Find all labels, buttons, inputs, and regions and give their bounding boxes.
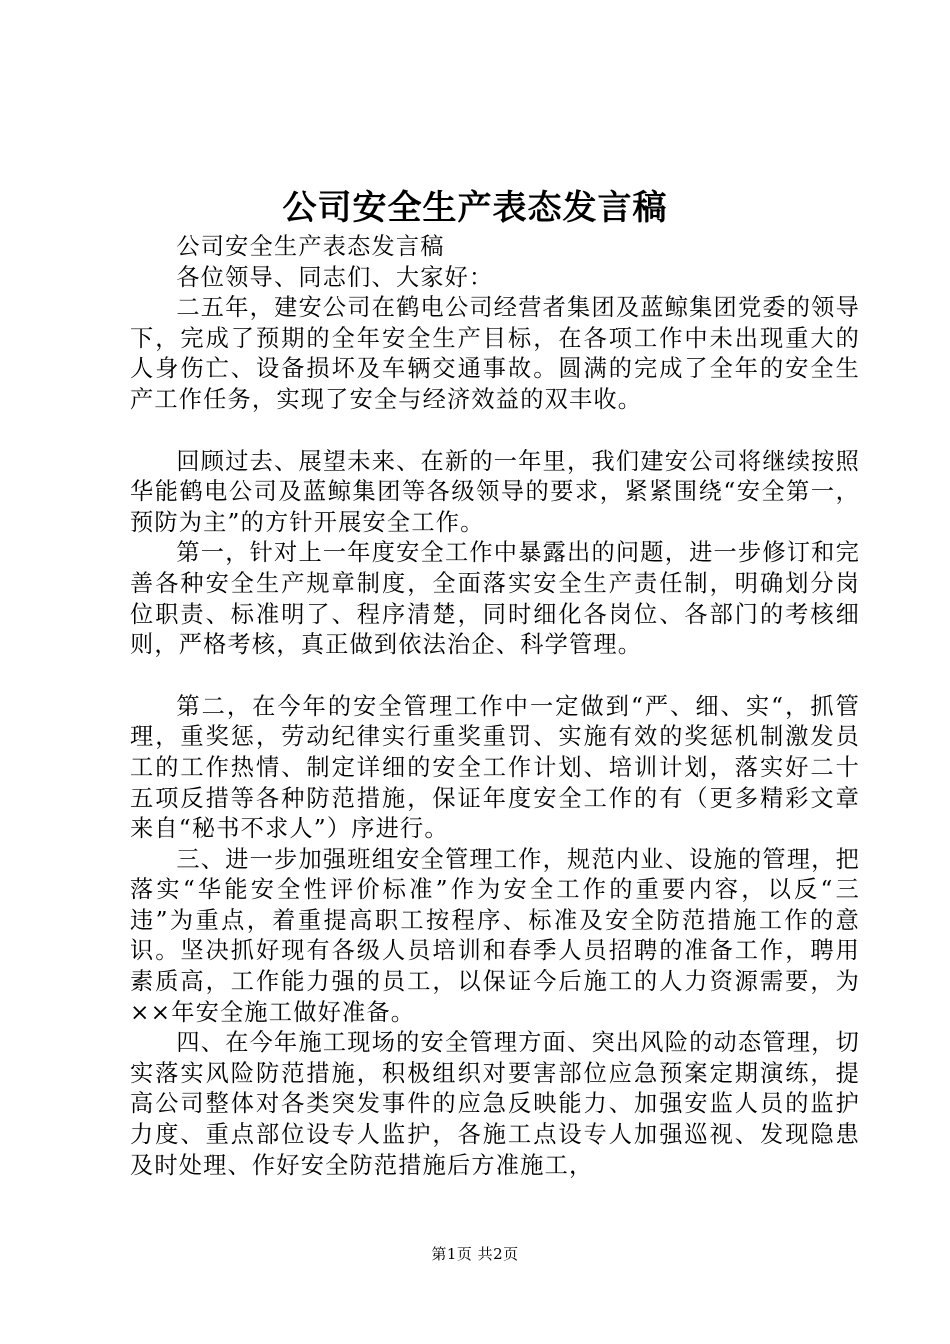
paragraph-third: 三、进一步加强班组安全管理工作，规范内业、设施的管理，把落实“华能安全性评价标准”作为安全工作的重要内容，以反“三违”为重点，着重提高职工按程序、标准及安全防范措施工作的意识。坚决抓好现有各级人员培训和春季人员招聘的准备工作，聘用素质高，工作能力强的员工，以保证今后施工的人力资源需要，为××年安全施工做好准备。 bbox=[130, 845, 860, 1026]
paragraph-fourth: 四、在今年施工现场的安全管理方面、突出风险的动态管理，切实落实风险防范措施，积极组织对要害部位应急预案定期演练，提高公司整体对各类突发事件的应急反映能力、加强安监人员的监护力度、重点部位设专人监护，各施工点设专人加强巡视、发现隐患及时处理、作好安全防范措施后方准施工， bbox=[130, 1029, 860, 1179]
paragraph-outlook: 回顾过去、展望未来、在新的一年里，我们建安公司将继续按照华能鹤电公司及蓝鲸集团等各级领导的要求，紧紧围绕“安全第一，预防为主”的方针开展安全工作。 bbox=[130, 447, 860, 536]
document-body bbox=[130, 232, 860, 1181]
paragraph-review: 二五年，建安公司在鹤电公司经营者集团及蓝鲸集团党委的领导下，完成了预期的全年安全生产目标，在各项工作中未出现重大的人身伤亡、设备损坏及车辆交通事故。圆满的完成了全年的安全生产工作任务，实现了安全与经济效益的双丰收。 bbox=[130, 294, 860, 413]
paragraph-heading: 公司安全生产表态发言稿 bbox=[176, 233, 445, 260]
paragraph-second: 第二，在今年的安全管理工作中一定做到“严、细、实“，抓管理，重奖惩，劳动纪律实行重奖重罚、实施有效的奖惩机制激发员工的工作热情、制定详细的安全工作计划、培训计划，落实好二十五项反措等各种防范措施，保证年度安全工作的有（更多精彩文章来自“秘书不求人”）序进行。 bbox=[130, 692, 860, 843]
page-footer: 第1页 共2页 bbox=[431, 1245, 519, 1263]
paragraph-first: 第一，针对上一年度安全工作中暴露出的问题，进一步修订和完善各种安全生产规章制度，全面落实安全生产责任制，明确划分岗位职责、标准明了、程序清楚，同时细化各岗位、各部门的考核细则，严格考核，真正做到依法治企、科学管理。 bbox=[130, 539, 860, 659]
document-title: 公司安全生产表态发言稿 bbox=[282, 188, 668, 228]
paragraph-greeting: 各位领导、同志们、大家好： bbox=[176, 263, 494, 291]
